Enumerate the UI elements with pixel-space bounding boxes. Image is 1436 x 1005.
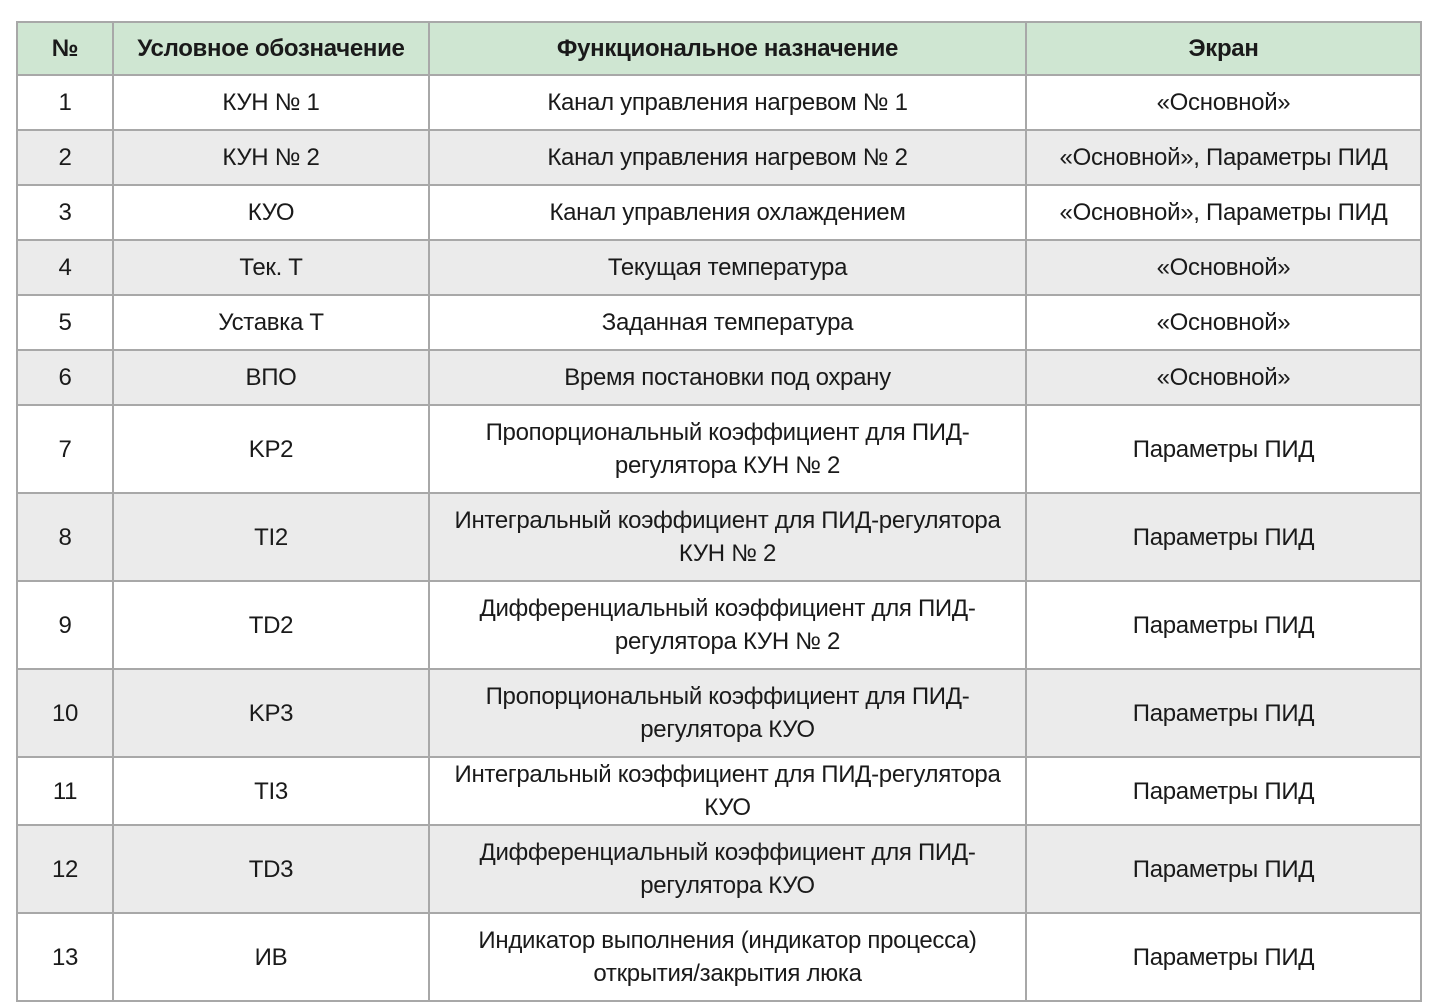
table-header (17, 22, 1421, 75)
cell-function: Заданная температура (429, 295, 1026, 350)
cell-number: 7 (17, 405, 113, 493)
header-number: № (17, 22, 113, 75)
cell-designation: TD2 (113, 581, 429, 669)
cell-function: Пропорциональный коэффициент для ПИД-регулятора КУО (429, 669, 1026, 757)
cell-function: Пропорциональный коэффициент для ПИД-регулятора КУН № 2 (429, 405, 1026, 493)
table-row (17, 240, 1421, 295)
header-screen: Экран (1026, 22, 1421, 75)
cell-screen: «Основной» (1026, 350, 1421, 405)
table-row (17, 75, 1421, 130)
table-row (17, 825, 1421, 913)
cell-designation: TI3 (113, 757, 429, 825)
cell-number: 2 (17, 130, 113, 185)
cell-designation: ИВ (113, 913, 429, 1001)
header-function: Функциональное назначение (429, 22, 1026, 75)
cell-function: Дифференциальный коэффициент для ПИД-регулятора КУН № 2 (429, 581, 1026, 669)
cell-number: 11 (17, 757, 113, 825)
cell-screen: «Основной», Параметры ПИД (1026, 130, 1421, 185)
table-row (17, 757, 1421, 825)
cell-function: Канал управления нагревом № 1 (429, 75, 1026, 130)
cell-function: Индикатор выполнения (индикатор процесса) открытия/закрытия люка (429, 913, 1026, 1001)
cell-number: 1 (17, 75, 113, 130)
table-row (17, 350, 1421, 405)
cell-screen: Параметры ПИД (1026, 757, 1421, 825)
cell-number: 3 (17, 185, 113, 240)
cell-screen: «Основной» (1026, 75, 1421, 130)
cell-screen: Параметры ПИД (1026, 825, 1421, 913)
cell-screen: Параметры ПИД (1026, 669, 1421, 757)
cell-designation: КУН № 1 (113, 75, 429, 130)
cell-number: 4 (17, 240, 113, 295)
table-row (17, 913, 1421, 1001)
cell-screen: Параметры ПИД (1026, 493, 1421, 581)
table-row (17, 185, 1421, 240)
cell-function: Дифференциальный коэффициент для ПИД-регулятора КУО (429, 825, 1026, 913)
cell-designation: KP2 (113, 405, 429, 493)
cell-number: 5 (17, 295, 113, 350)
cell-function: Интегральный коэффициент для ПИД-регулятора КУО (429, 757, 1026, 825)
cell-screen: «Основной» (1026, 295, 1421, 350)
cell-designation: КУО (113, 185, 429, 240)
cell-function: Канал управления нагревом № 2 (429, 130, 1026, 185)
cell-designation: Тек. Т (113, 240, 429, 295)
table-row (17, 581, 1421, 669)
cell-function: Канал управления охлаждением (429, 185, 1026, 240)
table-row (17, 295, 1421, 350)
parameters-table (16, 21, 1422, 1002)
header-row (17, 22, 1421, 75)
header-designation: Условное обозначение (113, 22, 429, 75)
cell-designation: TD3 (113, 825, 429, 913)
table-row (17, 493, 1421, 581)
cell-number: 6 (17, 350, 113, 405)
table-body (17, 75, 1421, 1001)
cell-function: Текущая температура (429, 240, 1026, 295)
table-row (17, 130, 1421, 185)
cell-number: 8 (17, 493, 113, 581)
cell-designation: КУН № 2 (113, 130, 429, 185)
cell-number: 12 (17, 825, 113, 913)
cell-screen: Параметры ПИД (1026, 913, 1421, 1001)
cell-designation: TI2 (113, 493, 429, 581)
cell-screen: Параметры ПИД (1026, 405, 1421, 493)
cell-screen: «Основной» (1026, 240, 1421, 295)
cell-number: 9 (17, 581, 113, 669)
cell-number: 13 (17, 913, 113, 1001)
cell-designation: KP3 (113, 669, 429, 757)
cell-screen: «Основной», Параметры ПИД (1026, 185, 1421, 240)
cell-function: Время постановки под охрану (429, 350, 1026, 405)
cell-designation: ВПО (113, 350, 429, 405)
cell-screen: Параметры ПИД (1026, 581, 1421, 669)
cell-designation: Уставка Т (113, 295, 429, 350)
cell-number: 10 (17, 669, 113, 757)
table-row (17, 669, 1421, 757)
table-row (17, 405, 1421, 493)
cell-function: Интегральный коэффициент для ПИД-регулятора КУН № 2 (429, 493, 1026, 581)
